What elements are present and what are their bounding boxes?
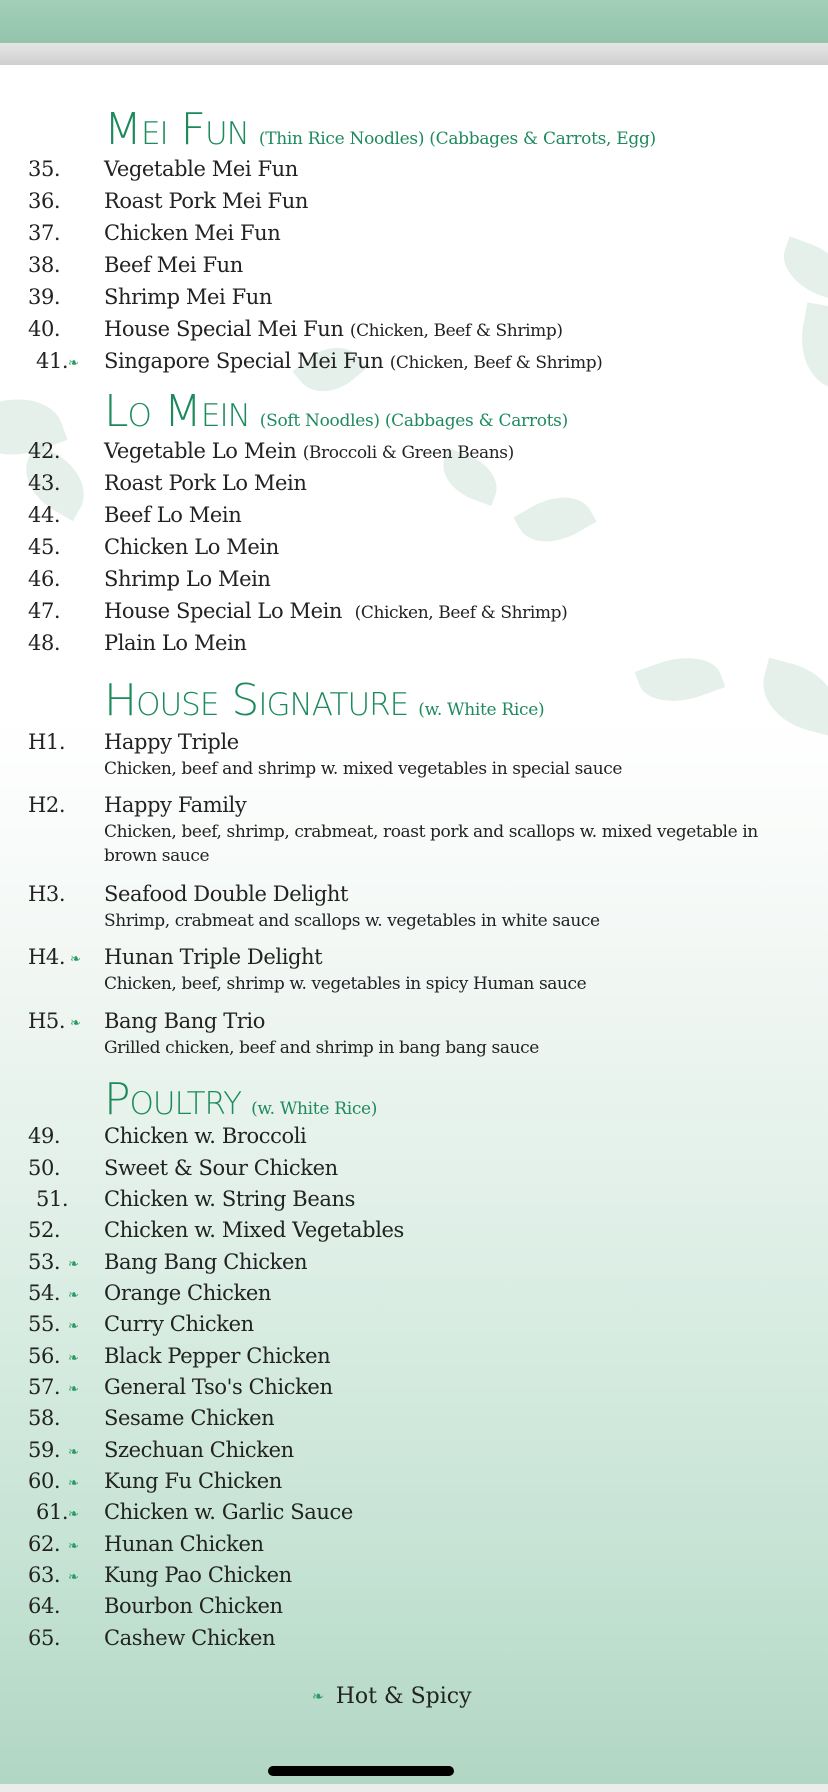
menu-item[interactable]: 38. Beef Mei Fun xyxy=(28,253,243,277)
menu-item[interactable]: 36. Roast Pork Mei Fun xyxy=(28,189,308,213)
menu-item[interactable]: 50. Sweet & Sour Chicken xyxy=(28,1156,338,1180)
bottom-strip xyxy=(0,1784,828,1792)
section-note: (w. White Rice) xyxy=(251,1099,378,1119)
section-note: (Thin Rice Noodles) (Cabbages & Carrots, Egg) xyxy=(258,129,656,149)
leaf-decoration xyxy=(754,658,828,737)
hot-spicy-pepper-icon: ❧ xyxy=(68,1257,79,1272)
menu-item[interactable]: 59. ❧ Szechuan Chicken xyxy=(28,1438,294,1462)
menu-item[interactable]: 41. ❧ Singapore Special Mei Fun (Chicken, Beef & Shrimp) xyxy=(36,349,603,373)
menu-item[interactable]: 47. House Special Lo Mein (Chicken, Beef & Shrimp) xyxy=(28,599,568,623)
menu-item[interactable]: 49. Chicken w. Broccoli xyxy=(28,1124,307,1148)
section-title: Mei Fun xyxy=(104,104,249,155)
legend xyxy=(312,1684,472,1709)
menu-item[interactable]: 42. Vegetable Lo Mein (Broccoli & Green Beans) xyxy=(28,439,514,463)
hot-spicy-pepper-icon: ❧ xyxy=(68,1382,79,1397)
item-description: Grilled chicken, beef and shrimp in bang bang sauce xyxy=(104,1038,539,1058)
legend-label: Hot & Spicy xyxy=(335,1684,472,1709)
menu-item[interactable]: 52. Chicken w. Mixed Vegetables xyxy=(28,1218,404,1242)
section-title: House Signature xyxy=(104,675,409,726)
section-header-poultry xyxy=(104,1074,378,1125)
menu-item[interactable]: 58. Sesame Chicken xyxy=(28,1406,275,1430)
menu-item[interactable]: 48. Plain Lo Mein xyxy=(28,631,247,655)
hot-spicy-pepper-icon: ❧ xyxy=(312,1689,324,1705)
menu-item[interactable]: 64. Bourbon Chicken xyxy=(28,1594,283,1618)
home-indicator[interactable] xyxy=(268,1766,454,1776)
hot-spicy-pepper-icon: ❧ xyxy=(68,356,79,371)
item-description: Shrimp, crabmeat and scallops w. vegetables in white sauce xyxy=(104,911,600,931)
section-header-house-signature xyxy=(104,675,545,726)
menu-item[interactable]: 61. ❧ Chicken w. Garlic Sauce xyxy=(36,1500,353,1524)
hot-spicy-pepper-icon: ❧ xyxy=(70,1016,81,1031)
menu-item[interactable]: 54. ❧ Orange Chicken xyxy=(28,1281,271,1305)
hot-spicy-pepper-icon: ❧ xyxy=(70,952,81,967)
menu-item[interactable]: 44. Beef Lo Mein xyxy=(28,503,242,527)
section-header-lo-mein xyxy=(104,386,568,437)
hot-spicy-pepper-icon: ❧ xyxy=(68,1445,79,1460)
menu-item[interactable]: H4. ❧ Hunan Triple Delight xyxy=(28,945,323,969)
hot-spicy-pepper-icon: ❧ xyxy=(68,1319,79,1334)
menu-item[interactable]: 65. Cashew Chicken xyxy=(28,1626,276,1650)
menu-item[interactable]: 53. ❧ Bang Bang Chicken xyxy=(28,1250,308,1274)
hot-spicy-pepper-icon: ❧ xyxy=(68,1507,79,1522)
menu-item[interactable]: 60. ❧ Kung Fu Chicken xyxy=(28,1469,282,1493)
item-description: Chicken, beef, shrimp, crabmeat, roast pork and scallops w. mixed vegetable in brown sauce xyxy=(104,822,758,866)
toolbar-strip xyxy=(0,43,828,65)
menu-item[interactable]: 56. ❧ Black Pepper Chicken xyxy=(28,1344,331,1368)
hot-spicy-pepper-icon: ❧ xyxy=(68,1539,79,1554)
menu-item[interactable]: 62. ❧ Hunan Chicken xyxy=(28,1532,264,1556)
section-note: (Soft Noodles) (Cabbages & Carrots) xyxy=(259,411,568,431)
menu-item[interactable]: 51. Chicken w. String Beans xyxy=(36,1187,355,1211)
menu-item[interactable]: H3. Seafood Double Delight xyxy=(28,882,349,906)
menu-item[interactable]: 46. Shrimp Lo Mein xyxy=(28,567,271,591)
hot-spicy-pepper-icon: ❧ xyxy=(68,1288,79,1303)
hot-spicy-pepper-icon: ❧ xyxy=(68,1570,79,1585)
menu-item[interactable]: H5. ❧ Bang Bang Trio xyxy=(28,1009,265,1033)
menu-item[interactable]: 57. ❧ General Tso's Chicken xyxy=(28,1375,333,1399)
section-title: Poultry xyxy=(104,1074,242,1125)
menu-item[interactable]: H1. Happy Triple xyxy=(28,730,239,754)
top-bar xyxy=(0,0,828,43)
menu-item[interactable]: 35. Vegetable Mei Fun xyxy=(28,157,298,181)
item-description: Chicken, beef, shrimp w. vegetables in spicy Human sauce xyxy=(104,974,587,994)
menu-item[interactable]: 63. ❧ Kung Pao Chicken xyxy=(28,1563,292,1587)
hot-spicy-pepper-icon: ❧ xyxy=(68,1476,79,1491)
hot-spicy-pepper-icon: ❧ xyxy=(68,1351,79,1366)
item-description: Chicken, beef and shrimp w. mixed vegetables in special sauce xyxy=(104,759,623,779)
menu-item[interactable]: 43. Roast Pork Lo Mein xyxy=(28,471,307,495)
section-header-mei-fun xyxy=(104,104,656,155)
menu-item[interactable]: H2. Happy Family xyxy=(28,793,247,817)
menu-item[interactable]: 45. Chicken Lo Mein xyxy=(28,535,279,559)
menu-item[interactable]: 37. Chicken Mei Fun xyxy=(28,221,281,245)
section-title: Lo Mein xyxy=(104,386,250,437)
menu-item[interactable]: 40. House Special Mei Fun (Chicken, Beef & Shrimp) xyxy=(28,317,563,341)
section-note: (w. White Rice) xyxy=(418,700,545,720)
menu-item[interactable]: 39. Shrimp Mei Fun xyxy=(28,285,273,309)
menu-item[interactable]: 55. ❧ Curry Chicken xyxy=(28,1312,254,1336)
